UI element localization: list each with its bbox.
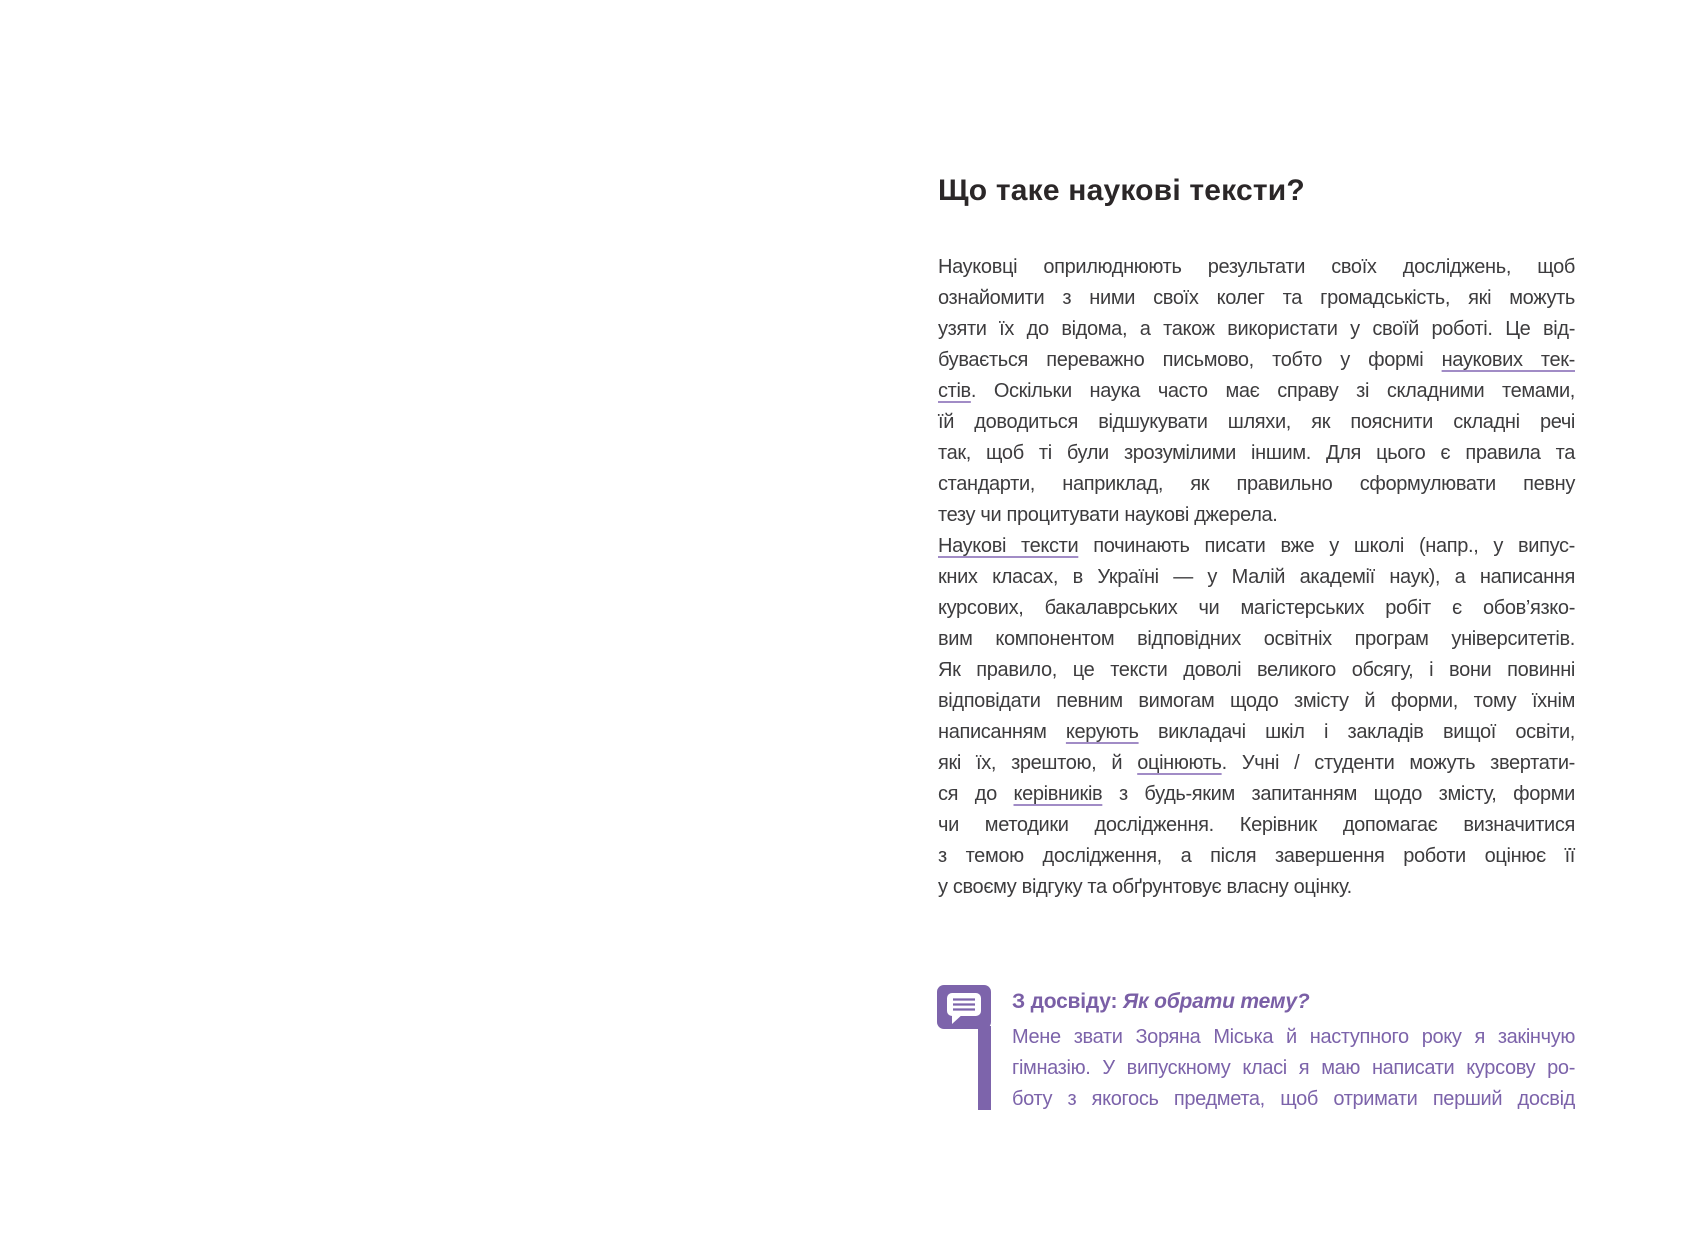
text-line xyxy=(938,407,1575,438)
text-segment: курсових, бакалаврських чи магістерських робіт є обов’язко- xyxy=(938,597,1575,619)
text-line xyxy=(938,314,1575,345)
underlined-term: стів xyxy=(938,380,971,402)
callout-heading-topic: Як обрати тему? xyxy=(1122,990,1310,1013)
text-line xyxy=(938,283,1575,314)
callout-heading xyxy=(1012,986,1575,1017)
text-line xyxy=(938,624,1575,655)
text-line xyxy=(938,593,1575,624)
text-segment: гімназію. У випускному класі я маю написати курсову ро- xyxy=(1012,1057,1575,1079)
text-segment: починають писати вже у школі (напр., у випус- xyxy=(1078,535,1575,557)
text-segment: відповідати певним вимогам щодо змісту й форми, тому їхнім xyxy=(938,690,1575,712)
callout-body xyxy=(1012,1022,1575,1115)
text-line xyxy=(938,469,1575,500)
text-segment: з темою дослідження, а після завершення роботи оцінює її xyxy=(938,845,1575,867)
text-segment: . Оскільки наука часто має справу зі складними темами, xyxy=(970,380,1575,402)
text-line xyxy=(1012,1022,1575,1053)
text-line xyxy=(938,872,1575,903)
text-segment: узяти їх до відома, а також використати у своїй роботі. Це від- xyxy=(938,318,1575,340)
text-line xyxy=(938,376,1575,407)
text-segment: ся до xyxy=(938,783,1014,805)
text-segment: у своєму відгуку та обґрунтовує власну оцінку. xyxy=(938,876,1352,898)
underlined-term: оцінюють xyxy=(1137,752,1222,774)
underlined-term: Наукові тексти xyxy=(938,535,1079,557)
text-segment: тезу чи процитувати наукові джерела. xyxy=(938,504,1278,526)
text-segment: вим компонентом відповідних освітніх програм університетів. xyxy=(938,628,1575,650)
text-segment: стандарти, наприклад, як правильно сформулювати певну xyxy=(938,473,1575,495)
text-segment: чи методики дослідження. Керівник допомагає визначитися xyxy=(938,814,1575,836)
text-line xyxy=(938,655,1575,686)
text-segment: кних класах, в Україні — у Малій академії наук), а написання xyxy=(938,566,1575,588)
text-line xyxy=(938,500,1575,531)
text-line xyxy=(938,345,1575,376)
main-text xyxy=(938,252,1575,903)
text-segment: ознайомити з ними своїх колег та громадськість, які можуть xyxy=(938,287,1575,309)
underlined-term: керівників xyxy=(1013,783,1103,805)
text-segment: бувається переважно письмово, тобто у формі xyxy=(938,349,1442,371)
text-segment: написанням xyxy=(938,721,1066,743)
text-line xyxy=(938,748,1575,779)
text-line xyxy=(938,810,1575,841)
underlined-term: наукових тек- xyxy=(1441,349,1575,371)
text-segment: Як правило, це тексти доволі великого обсягу, і вони повинні xyxy=(938,659,1575,681)
text-line xyxy=(938,717,1575,748)
text-line xyxy=(938,686,1575,717)
text-line xyxy=(1012,1084,1575,1115)
text-line xyxy=(938,841,1575,872)
text-segment: з будь-яким запитанням щодо змісту, форми xyxy=(1102,783,1575,805)
text-segment: які їх, зрештою, й xyxy=(938,752,1138,774)
text-line xyxy=(938,531,1575,562)
text-line xyxy=(938,252,1575,283)
callout-heading-prefix: З досвіду: xyxy=(1012,990,1123,1013)
speech-bubble-icon xyxy=(937,985,991,1029)
text-segment: Мене звати Зоряна Міська й наступного року я закінчую xyxy=(1012,1026,1575,1048)
text-segment: . Учні / студенти можуть звертати- xyxy=(1221,752,1575,774)
text-segment: викладачі шкіл і закладів вищої освіти, xyxy=(1138,721,1576,743)
text-line xyxy=(1012,1053,1575,1084)
text-line xyxy=(938,438,1575,469)
callout-accent-bar xyxy=(978,1026,991,1110)
text-segment: боту з якогось предмета, щоб отримати перший досвід xyxy=(1012,1088,1575,1110)
text-line xyxy=(938,779,1575,810)
text-line xyxy=(938,562,1575,593)
text-segment: Науковці оприлюднюють результати своїх досліджень, щоб xyxy=(938,256,1575,278)
underlined-term: керують xyxy=(1065,721,1139,743)
experience-callout xyxy=(1012,986,1575,1115)
text-segment: так, щоб ті були зрозумілими іншим. Для цього є правила та xyxy=(938,442,1575,464)
page-title: Що таке наукові тексти? xyxy=(938,174,1305,208)
text-segment: їй доводиться відшукувати шляхи, як пояснити складні речі xyxy=(938,411,1575,433)
